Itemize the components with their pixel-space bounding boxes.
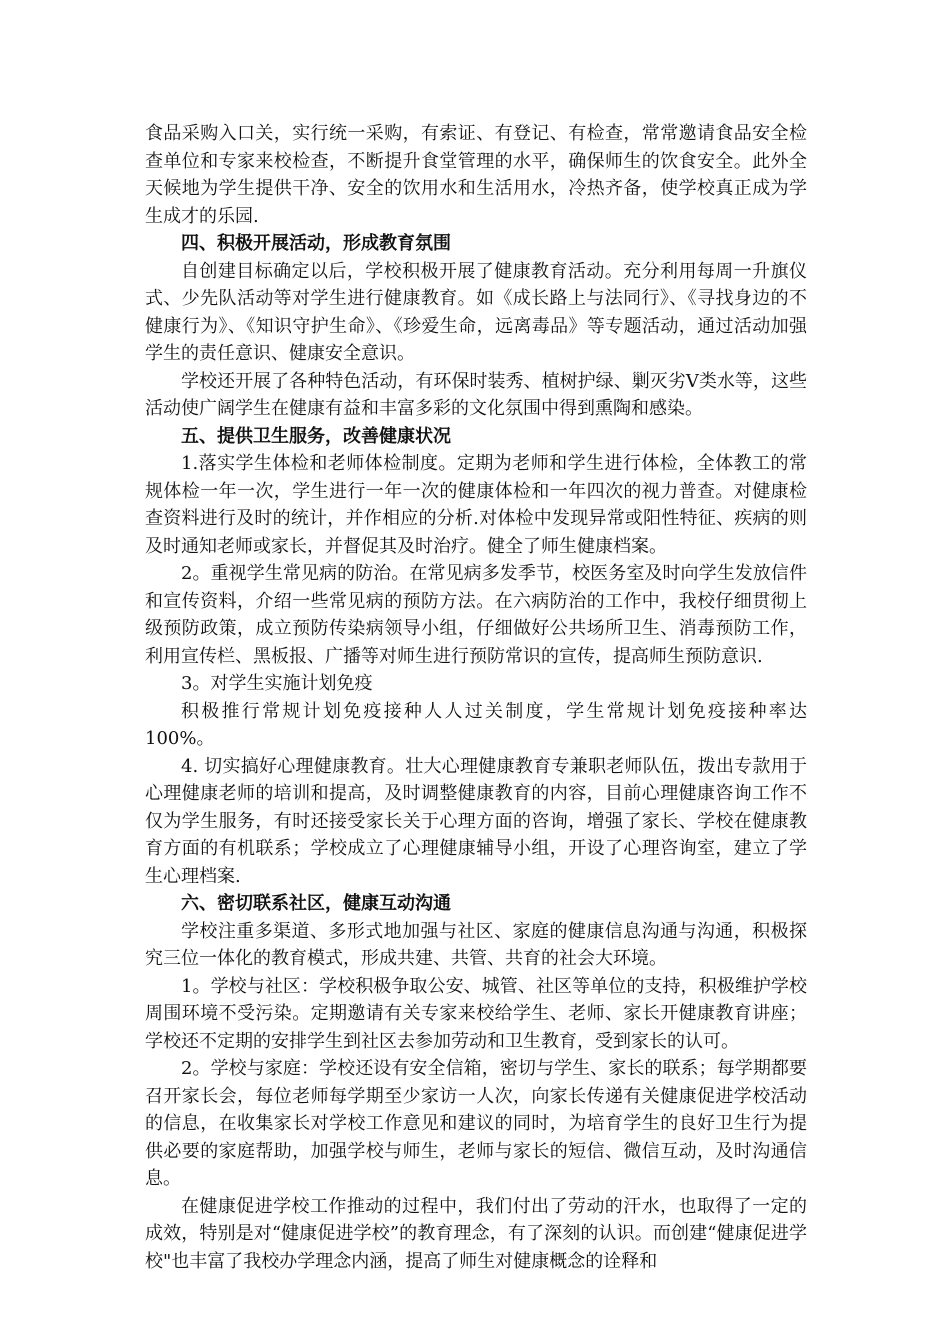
document-page: [145, 120, 807, 1275]
paragraph: 3。对学生实施计划免疫: [181, 673, 373, 694]
section-heading: 五、提供卫生服务，改善健康状况: [181, 425, 451, 447]
paragraph: 1。学校与社区：学校积极争取公安、城管、社区等单位的支持，积极维护学校周围环境不受污染。定期邀请有关专家来校给学生、老师、家长开健康教育讲座；学校还不定期的安排学生到社区去参加劳动和卫生教育，受到家长的认可。: [145, 975, 807, 1052]
section-heading: 六、密切联系社区，健康互动沟通: [181, 893, 451, 914]
paragraph: 1.落实学生体检和老师体检制度。定期为老师和学生进行体检，全体教工的常规体检一年一次，学生进行一年一次的健康体检和一年四次的视力普查。对健康检查资料进行及时的统计，并作相应的分析.对体检中发现异常或阳性特征、疾病的则及时通知老师或家长，并督促其及时治疗。健全了师生健康档案。: [145, 453, 807, 557]
paragraph: 2。学校与家庭：学校还设有安全信箱，密切与学生、家长的联系；每学期都要召开家长会，每位老师每学期至少家访一人次，向家长传递有关健康促进学校活动的信息，在收集家长对学校工作意见和建议的同时，为培育学生的良好卫生行为提供必要的家庭帮助，加强学校与师生，老师与家长的短信、微信互动，及时沟通信息。: [145, 1058, 807, 1189]
paragraph: 学校注重多渠道、多形式地加强与社区、家庭的健康信息沟通与沟通，积极探究三位一体化的教育模式，形成共建、共管、共育的社会大环境。: [145, 920, 807, 969]
paragraph: 食品采购入口关，实行统一采购，有索证、有登记、有检查，常常邀请食品安全检查单位和专家来校检查，不断提升食堂管理的水平，确保师生的饮食安全。此外全天候地为学生提供干净、安全的饮用水和生活用水，冷热齐备，使学校真正成为学生成才的乐园.: [145, 123, 807, 227]
section-heading: 四、积极开展活动，形成教育氛围: [181, 233, 451, 254]
paragraph: 积极推行常规计划免疫接种人人过关制度，学生常规计划免疫接种率达100%。: [145, 700, 807, 749]
paragraph: 自创建目标确定以后，学校积极开展了健康教育活动。充分利用每周一升旗仪式、少先队活动等对学生进行健康教育。如《成长路上与法同行》、《寻找身边的不健康行为》、《知识守护生命》、《珍爱生命，远离毒品》等专题活动，通过活动加强学生的责任意识、健康安全意识。: [145, 260, 807, 364]
paragraph: 2。重视学生常见病的防治。在常见病多发季节，校医务室及时向学生发放信件和宣传资料，介绍一些常见病的预防方法。在六病防治的工作中，我校仔细贯彻上级预防政策，成立预防传染病领导小组，仔细做好公共场所卫生、消毒预防工作，利用宣传栏、黑板报、广播等对师生进行预防常识的宣传，提高师生预防意识.: [145, 563, 807, 667]
paragraph: 在健康促进学校工作推动的过程中，我们付出了劳动的汗水，也取得了一定的成效，特别是对“健康促进学校”的教育理念，有了深刻的认识。而创建“健康促进学校"也丰富了我校办学理念内涵，提高了师生对健康概念的诠释和: [145, 1195, 807, 1272]
paragraph: 4. 切实搞好心理健康教育。壮大心理健康教育专兼职老师队伍，拨出专款用于心理健康老师的培训和提高，及时调整健康教育的内容，目前心理健康咨询工作不仅为学生服务，有时还接受家长关于心理方面的咨询，增强了家长、学校在健康教育方面的有机联系；学校成立了心理健康辅导小组，开设了心理咨询室，建立了学生心理档案.: [145, 755, 807, 887]
paragraph: 学校还开展了各种特色活动，有环保时装秀、植树护绿、剿灭劣Ⅴ类水等，这些 活动使广阔学生在健康有益和丰富多彩的文化氛围中得到熏陶和感染。: [145, 370, 807, 419]
